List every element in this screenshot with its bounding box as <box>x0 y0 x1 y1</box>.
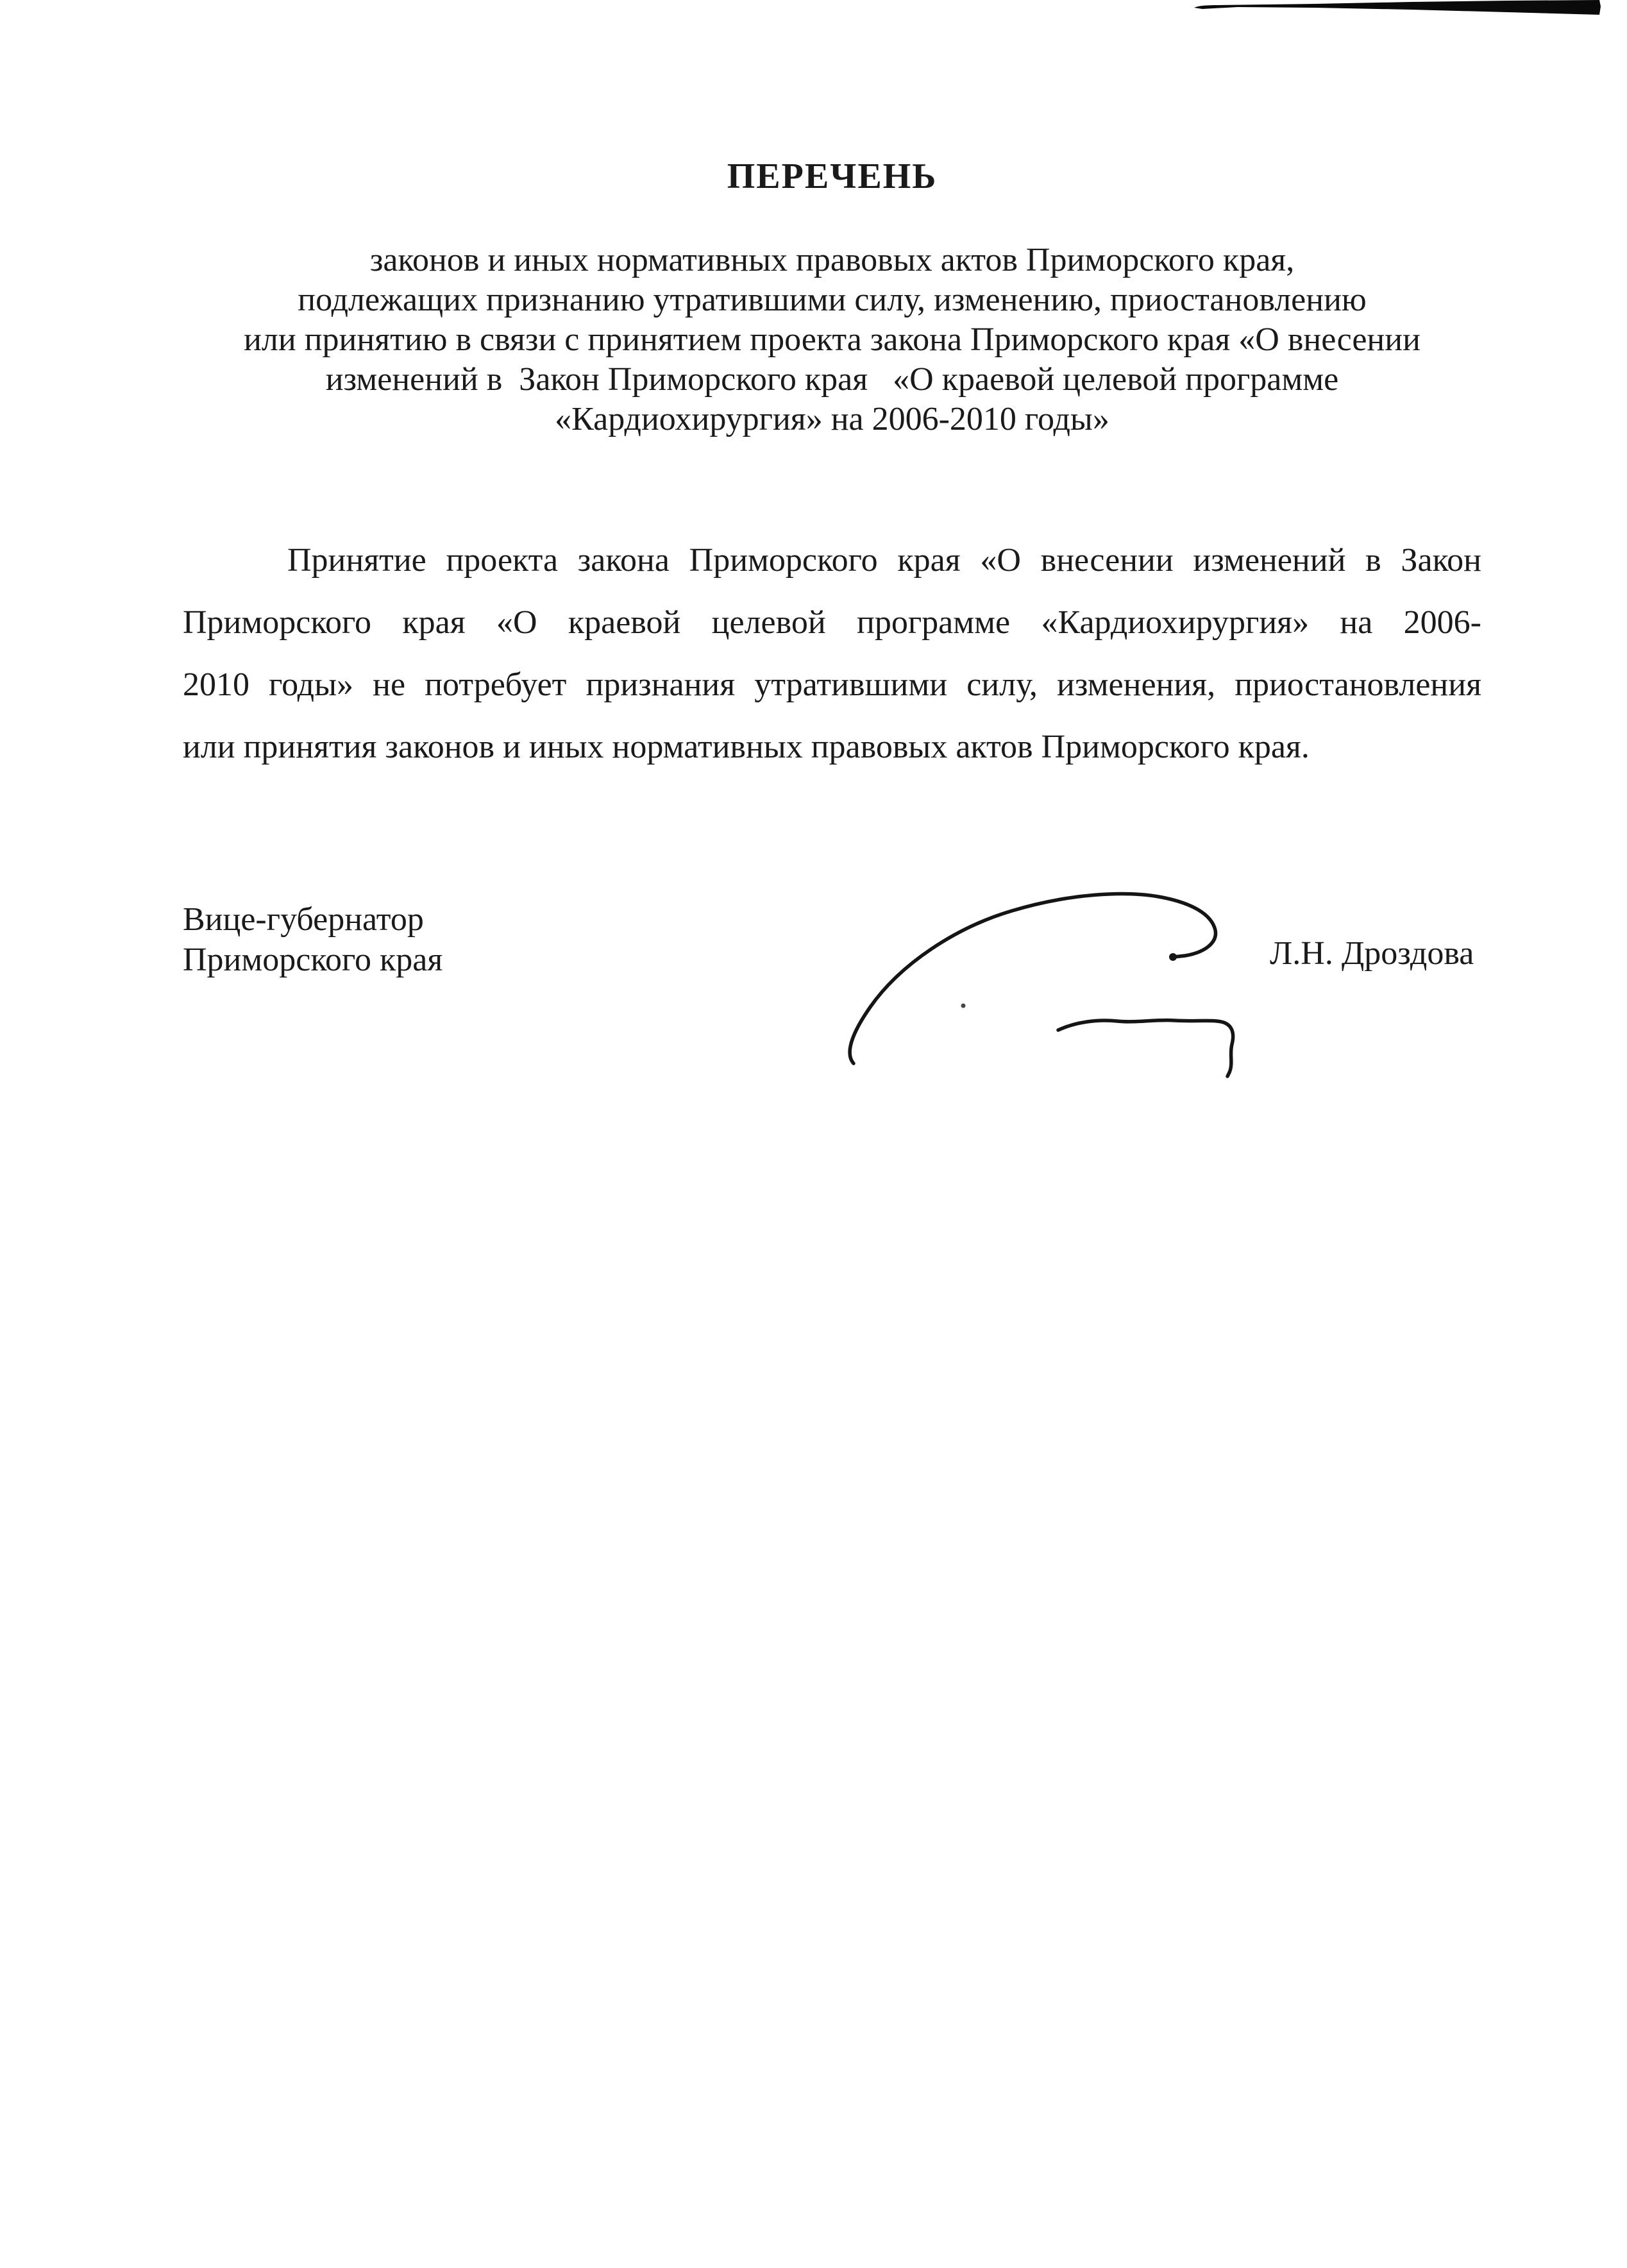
body-line: Приморского края «О краевой целевой программе «Кардиохирургия» на 2006- <box>183 604 1481 641</box>
signature-icon-lower-stroke <box>1058 1020 1233 1076</box>
body-paragraph <box>183 529 1481 778</box>
signoff-position-line: Вице-губернатор <box>183 901 424 938</box>
subtitle-line: законов и иных нормативных правовых актов Приморского края, <box>369 242 1295 278</box>
body-line: 2010 годы» не потребует признания утратившими силу, изменения, приостановления <box>183 666 1481 703</box>
ink-speck <box>961 1004 966 1008</box>
scanner-streak-artifact <box>1194 0 1601 15</box>
subtitle-line: или принятию в связи с принятием проекта закона Приморского края «О внесении <box>244 321 1420 358</box>
body-line: Принятие проекта закона Приморского края «О внесении изменений в Закон <box>287 542 1481 579</box>
signature-ink-blob <box>1169 953 1177 961</box>
signature-icon <box>850 894 1215 1063</box>
document-subtitle <box>183 241 1481 439</box>
signatory-name: Л.Н. Дроздова <box>1270 935 1474 972</box>
signoff-position-line: Приморского края <box>183 942 443 978</box>
subtitle-line: «Кардиохирургия» на 2006-2010 годы» <box>555 401 1109 437</box>
subtitle-line: изменений в Закон Приморского края «О краевой целевой программе <box>325 361 1339 398</box>
body-line: или принятия законов и иных нормативных правовых актов Приморского края. <box>183 729 1310 765</box>
subtitle-line: подлежащих признанию утратившими силу, изменению, приостановлению <box>298 282 1367 318</box>
document-title: ПЕРЕЧЕНЬ <box>727 157 938 196</box>
signoff-position <box>183 899 443 980</box>
